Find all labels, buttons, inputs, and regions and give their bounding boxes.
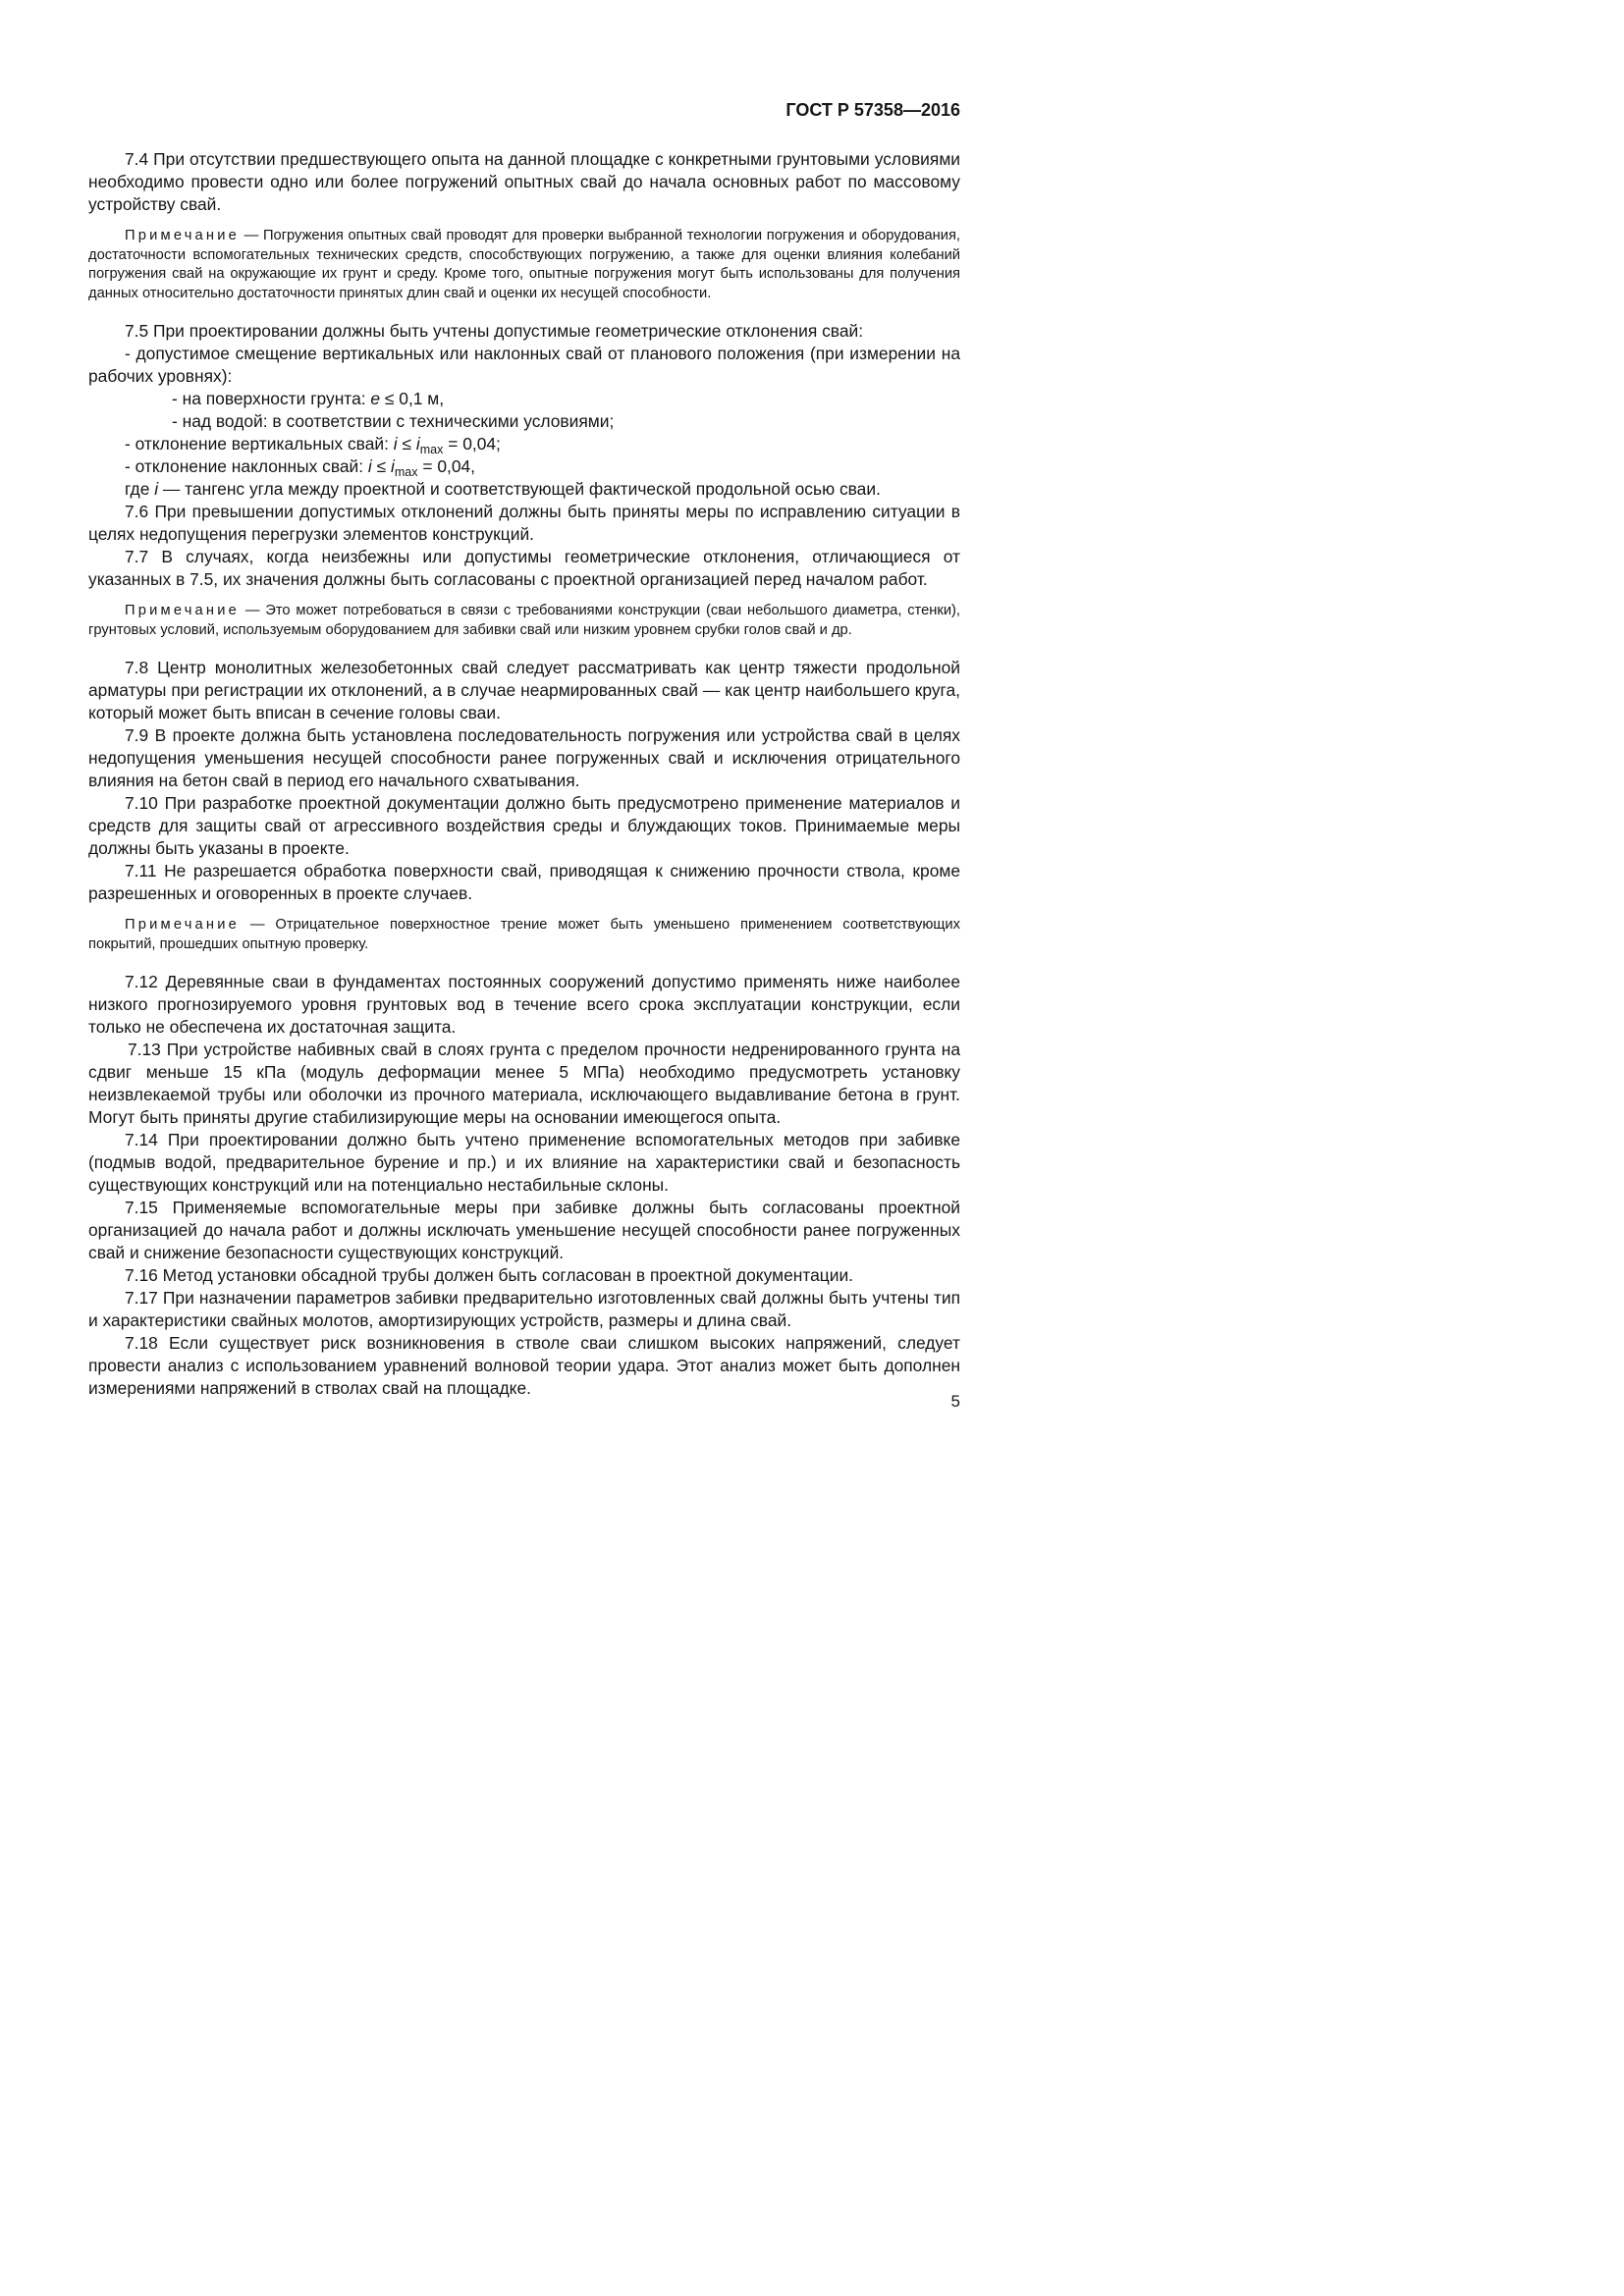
document-body [88,148,960,1400]
clause-7-4: 7.4 При отсутствии предшествующего опыта на данной площадке с конкретными грунтовыми условиями необходимо провести одно или более погружений опытных свай до начала основных работ по массовому устройству свай. [88,149,960,214]
clause-7-5: 7.5 При проектировании должны быть учтены допустимые геометрические отклонения свай: [125,321,864,341]
clause-7-9: 7.9 В проекте должна быть установлена последовательность погружения или устройства свай в целях недопущения уменьшения несущей способности ранее погруженных свай и исключения отрицательного влияния на бетон свай в период его начального схватывания. [88,725,960,790]
leq-sign: ≤ [397,434,416,454]
item-3-text: - отклонение наклонных свай: [125,456,368,476]
where-text: где [125,479,155,499]
item-2-value: = 0,04; [443,434,501,454]
clause-7-7: 7.7 В случаях, когда неизбежны или допустимы геометрические отклонения, отличающиеся от указанных в 7.5, их значения должны быть согласованы с проектной организацией перед началом работ. [88,547,960,589]
clause-7-5-item-3 [88,455,960,478]
note-2-text: — Это может потребоваться в связи с требованиями конструкции (сваи небольшого диаметра, стенки), грунтовых условий, используемым оборудованием для забивки свай или низким уровнем срубки голов свай и др. [88,603,960,638]
clause-7-10: 7.10 При разработке проектной документации должно быть предусмотрено применение материалов и средств для защиты свай от агрессивного воздействия среды и блуждающих токов. Принимаемые меры должны быть указаны в проекте. [88,793,960,858]
subscript-max: max [419,443,444,456]
var-i: i [415,434,420,454]
note-1 [88,227,960,303]
item-2-text: - отклонение вертикальных свай: [125,434,394,454]
clause-7-6: 7.6 При превышении допустимых отклонений должны быть приняты меры по исправлению ситуации в целях недопущения перегрузки элементов конструкций. [88,502,960,544]
note-3-text: — Отрицательное поверхностное трение может быть уменьшено применением соответствующих покрытий, прошедших опытную проверку. [88,917,960,952]
var-i: i [391,456,395,476]
clause-7-5-item-1a [88,388,960,410]
document-page [0,0,1081,1528]
var-e: e [370,389,381,408]
clause-7-5-item-1: - допустимое смещение вертикальных или наклонных свай от планового положения (при измерении на рабочих уровнях): [88,344,960,386]
note-1-text: — Погружения опытных свай проводят для проверки выбранной технологии погружения и оборудования, достаточности вспомогательных технических средств, способствующих погружению, а также для оценки влияния колебаний погружения свай на окружающие их грунт и среду. Кроме того, опытные погружения могут быть использованы для получения данных относительно достаточности принятых длин свай и оценки их несущей способности. [88,228,960,301]
var-i: i [154,479,159,499]
clause-7-5-where [88,478,960,501]
page-number: 5 [950,1392,960,1411]
clause-7-8: 7.8 Центр монолитных железобетонных свай следует рассматривать как центр тяжести продольной арматуры при регистрации их отклонений, а в случае неармированных свай — как центр наибольшего круга, который может быть вписан в сечение головы сваи. [88,658,960,722]
clause-7-14: 7.14 При проектировании должно быть учтено применение вспомогательных методов при забивке (подмыв водой, предварительное бурение и пр.) и их влияние на характеристики свай и безопасность существующих конструкций или на потенциально нестабильные склоны. [88,1130,960,1195]
subscript-max: max [394,465,418,479]
where-definition: — тангенс угла между проектной и соответствующей фактической продольной осью сваи. [158,479,881,499]
var-i: i [393,434,398,454]
clause-7-15: 7.15 Применяемые вспомогательные меры при забивке должны быть согласованы проектной организацией до начала работ и должны исключать уменьшение несущей способности ранее погруженных свай и снижение безопасности существующих конструкций. [88,1198,960,1262]
note-label: Примечание [125,603,241,618]
note-label: Примечание [125,228,241,243]
note-2 [88,602,960,640]
item-3-value: = 0,04, [417,456,476,476]
clause-7-12: 7.12 Деревянные сваи в фундаментах постоянных сооружений допустимо применять ниже наиболее низкого прогнозируемого уровня грунтовых вод в течение всего срока эксплуатации конструкции, если только не обеспечена их достаточная защита. [88,972,960,1037]
clause-7-13: 7.13 При устройстве набивных свай в слоях грунта с пределом прочности недренированного грунта на сдвиг меньше 15 кПа (модуль деформации менее 5 МПа) необходимо предусмотреть установку неизвлекаемой трубы или оболочки из прочного материала, исключающего выдавливание бетона в грунт. Могут быть приняты другие стабилизирующие меры на основании имеющегося опыта. [88,1040,960,1127]
clause-7-5-item-2 [88,433,960,455]
clause-7-17: 7.17 При назначении параметров забивки предварительно изготовленных свай должны быть учтены тип и характеристики свайных молотов, амортизирующих устройств, размеры и длина свай. [88,1288,960,1330]
document-header: ГОСТ Р 57358—2016 [785,100,960,120]
clause-7-11: 7.11 Не разрешается обработка поверхности свай, приводящая к снижению прочности ствола, кроме разрешенных и оговоренных в проекте случаев. [88,861,960,903]
clause-7-18: 7.18 Если существует риск возникновения в стволе сваи слишком высоких напряжений, следует провести анализ с использованием уравнений волновой теории удара. Этот анализ может быть дополнен измерениями напряжений в стволах свай на площадке. [88,1333,960,1398]
item-1a-text: - на поверхности грунта: [172,389,371,408]
clause-7-16: 7.16 Метод установки обсадной трубы должен быть согласован в проектной документации. [125,1265,854,1285]
item-1a-value: ≤ 0,1 м, [380,389,445,408]
note-label: Примечание [125,917,241,933]
var-i: i [367,456,372,476]
leq-sign: ≤ [371,456,392,476]
note-3 [88,916,960,954]
clause-7-5-item-1b: - над водой: в соответствии с техническими условиями; [172,411,615,431]
